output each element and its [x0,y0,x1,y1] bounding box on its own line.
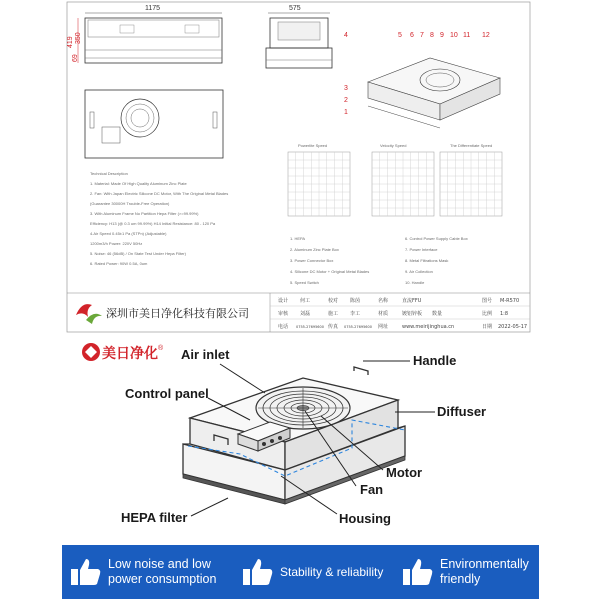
brand-name: 美日净化 [102,346,158,362]
svg-text:8. Metal Filtrations Mask: 8. Metal Filtrations Mask [405,258,449,263]
svg-text:3. With Aluminum Frame No Part: 3. With Aluminum Frame No Partition Hepa Filter (>=99.99%) [90,211,199,216]
svg-text:1. Material: Made Of High Qual: 1. Material: Made Of High Quality Aluminum Zinc Plate [90,181,187,186]
svg-text:4.Air Speed 0.45±1 Pa (STPn) (: 4.Air Speed 0.45±1 Pa (STPn) (Adjustable) [90,231,167,236]
svg-text:7. Power Interface: 7. Power Interface [405,247,438,252]
ffu-product-diagram [0,335,600,545]
dim-side-width: 575 [289,5,301,12]
svg-text:镀铝锌板: 镀铝锌板 [402,311,423,317]
svg-text:审核: 审核 [278,311,289,317]
svg-text:李工: 李工 [350,311,361,317]
feature-stability [242,557,398,587]
svg-text:5. Speed Switch: 5. Speed Switch [290,280,319,285]
svg-text:比例: 比例 [482,311,493,317]
svg-text:施工: 施工 [328,311,339,317]
chart-title-1: Powerlite Speed [298,143,328,148]
feature-3-line-2: friendly [440,572,481,586]
svg-text:www.meirijinghua.cn: www.meirijinghua.cn [402,324,455,330]
label-housing: Housing [339,511,391,526]
svg-text:4. Silicone DC Motor + Origina: 4. Silicone DC Motor + Original Metal Blades [290,269,370,274]
thumbs-up-icon [242,557,274,587]
svg-text:传真: 传真 [328,324,339,330]
chart-title-2: Velocity Speed [380,143,407,148]
svg-text:校对: 校对 [328,298,339,304]
svg-text:M-R570: M-R570 [500,298,520,304]
svg-text:0755-27695600: 0755-27695600 [296,325,324,329]
svg-text:10. Handle: 10. Handle [405,280,425,285]
svg-text:1: 1 [344,109,348,116]
feature-low-noise [70,557,236,587]
svg-text:6. Rated Power: 90W 0.5A, 0um: 6. Rated Power: 90W 0.5A, 0um [90,261,148,266]
svg-text:材质: 材质 [378,311,389,317]
svg-text:1:8: 1:8 [500,311,509,317]
label-diffuser: Diffuser [437,404,487,419]
label-air-inlet: Air inlet [181,347,230,362]
svg-text:6. Control Power Supply Cable: 6. Control Power Supply Cable Box [405,236,468,241]
svg-text:9. Air Collection: 9. Air Collection [405,269,433,274]
svg-text:(Guarantee 30000H Trouble-Free: (Guarantee 30000H Trouble-Free Operation) [90,201,170,206]
svg-text:8: 8 [430,32,434,39]
thumbs-up-icon [402,557,434,587]
svg-text:3. Power Connector Box: 3. Power Connector Box [290,258,334,263]
svg-text:6: 6 [410,32,414,39]
svg-text:5. Noise: 46 (56dB) / On State: 5. Noise: 46 (56dB) / On State Test Under Hepa Filter) [90,251,186,256]
svg-text:1. HEPA: 1. HEPA [290,236,306,241]
feature-1-line-2: power consumption [108,572,217,586]
feature-1-line-1: Low noise and low [108,557,211,571]
svg-text:电话: 电话 [278,324,289,330]
svg-text:刘磊: 刘磊 [300,311,311,317]
company-name: 深圳市美日净化科技有限公司 [106,307,249,320]
svg-text:陈茵: 陈茵 [350,298,361,304]
svg-text:0755-27695600: 0755-27695600 [344,325,372,329]
dim-height-base: 69 [72,54,79,62]
svg-text:图号: 图号 [482,298,493,304]
dim-height-total: 419 [67,36,74,48]
label-hepa-filter: HEPA filter [121,510,188,525]
svg-text:7: 7 [420,32,424,39]
svg-text:网址: 网址 [378,324,389,330]
svg-text:名称: 名称 [378,298,389,304]
svg-text:9: 9 [440,32,444,39]
svg-text:3: 3 [344,85,348,92]
label-motor: Motor [386,465,423,480]
svg-text:2022-05-17: 2022-05-17 [498,324,528,330]
svg-text:日期: 日期 [482,324,493,330]
svg-text:4: 4 [344,32,348,39]
svg-text:2. Fan: With Japan Electric Si: 2. Fan: With Japan Electric Silicone DC Motor, With The Original Metal Blades [90,191,229,196]
svg-text:1200m3/h Power: 220V 50Hz: 1200m3/h Power: 220V 50Hz [90,241,143,246]
brand-trademark: ® [158,345,164,352]
brand-logo [82,343,164,362]
svg-text:10: 10 [450,32,458,39]
dim-top-width: 1175 [145,5,161,12]
features-banner [62,545,539,599]
svg-text:直流FFU: 直流FFU [402,298,422,304]
label-fan: Fan [360,482,384,497]
svg-text:2. Aluminum Zinc Plate Box: 2. Aluminum Zinc Plate Box [290,247,339,252]
svg-text:设计: 设计 [278,298,289,304]
rear-handle [354,367,368,375]
thumbs-up-icon [70,557,102,587]
part-numbers-left [344,85,348,116]
svg-text:何工: 何工 [300,298,311,304]
label-handle: Handle [413,353,457,368]
svg-text:12: 12 [482,32,490,39]
chart-title-3: The Differentiate Speed [450,143,493,148]
svg-text:Efficiency: H13 (@ 0.3 um 99.9: Efficiency: H13 (@ 0.3 um 99.99%) H14 Initial Resistance: 80 - 120 Pa [90,221,216,226]
svg-text:数量: 数量 [432,311,443,317]
svg-text:2: 2 [344,97,348,104]
feature-2-line-1: Stability & reliability [280,564,384,579]
svg-text:Technical Description: Technical Description [90,171,128,176]
svg-text:5: 5 [398,32,402,39]
svg-text:11: 11 [463,32,471,39]
dim-height-body: 350 [75,32,82,44]
feature-3-line-1: Environmentally [440,557,529,571]
feature-environment [402,557,532,587]
label-control-panel: Control panel [125,386,209,401]
